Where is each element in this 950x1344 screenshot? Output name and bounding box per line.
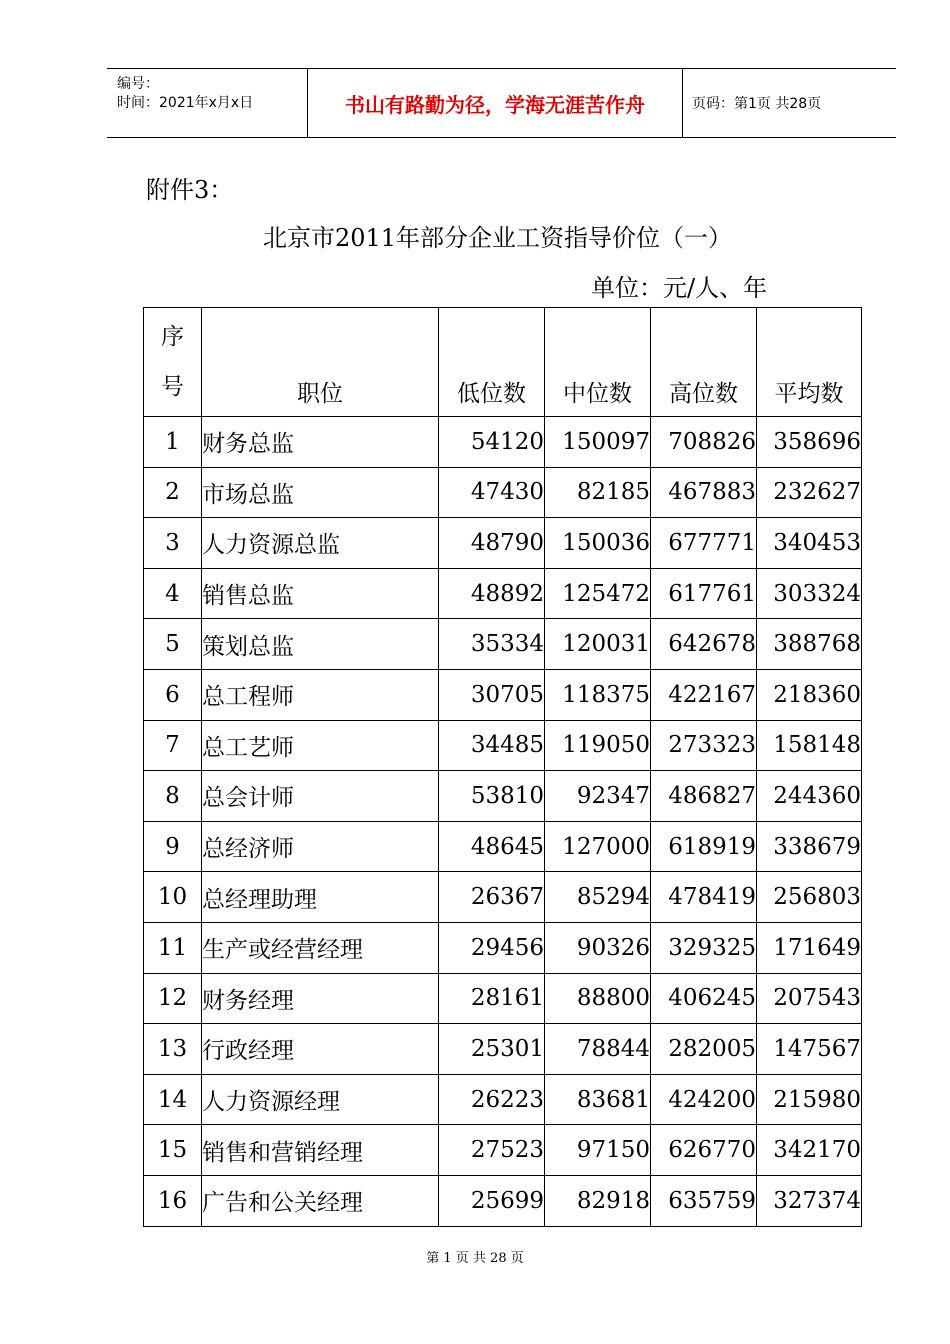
table-row (144, 669, 862, 720)
cell-average: 338679 (757, 821, 862, 872)
document-title: 北京市2011年部分企业工资指导价位（一） (262, 224, 733, 252)
cell-position: 行政经理 (202, 1024, 439, 1075)
cell-low: 25301 (439, 1024, 545, 1075)
cell-index: 8 (144, 771, 202, 822)
cell-average: 342170 (757, 1125, 862, 1176)
cell-high: 273323 (651, 720, 757, 771)
cell-position: 总经理助理 (202, 872, 439, 923)
table-row (144, 771, 862, 822)
header-meta-cell (107, 69, 308, 137)
cell-high: 329325 (651, 922, 757, 973)
time-label: 时间：2021年x月x日 (117, 95, 254, 111)
table-row (144, 922, 862, 973)
cell-median: 97150 (545, 1125, 651, 1176)
cell-index: 6 (144, 669, 202, 720)
cell-median: 119050 (545, 720, 651, 771)
cell-low: 54120 (439, 417, 545, 468)
header-motto-cell (308, 69, 683, 137)
cell-average: 358696 (757, 417, 862, 468)
cell-high: 642678 (651, 619, 757, 670)
table-row (144, 417, 862, 468)
col-header-low: 低位数 (439, 308, 545, 417)
page-info: 页码：第1页 共28页 (692, 96, 822, 112)
cell-low: 47430 (439, 467, 545, 518)
cell-low: 48790 (439, 518, 545, 569)
col-header-index (144, 308, 202, 417)
cell-average: 147567 (757, 1024, 862, 1075)
cell-position: 人力资源总监 (202, 518, 439, 569)
cell-high: 406245 (651, 973, 757, 1024)
col-header-median: 中位数 (545, 308, 651, 417)
cell-index: 1 (144, 417, 202, 468)
cell-low: 34485 (439, 720, 545, 771)
cell-index: 11 (144, 922, 202, 973)
cell-position: 销售和营销经理 (202, 1125, 439, 1176)
cell-index: 12 (144, 973, 202, 1024)
table-row (144, 1074, 862, 1125)
table-row (144, 467, 862, 518)
cell-high: 486827 (651, 771, 757, 822)
cell-position: 市场总监 (202, 467, 439, 518)
col-header-high: 高位数 (651, 308, 757, 417)
cell-position: 销售总监 (202, 568, 439, 619)
cell-high: 478419 (651, 872, 757, 923)
motto-text: 书山有路勤为径，学海无涯苦作舟 (345, 92, 645, 117)
cell-median: 85294 (545, 872, 651, 923)
cell-index: 2 (144, 467, 202, 518)
cell-average: 256803 (757, 872, 862, 923)
table-row (144, 872, 862, 923)
cell-high: 626770 (651, 1125, 757, 1176)
cell-median: 150036 (545, 518, 651, 569)
cell-index: 9 (144, 821, 202, 872)
cell-position: 总工程师 (202, 669, 439, 720)
col-header-index-text: 序 号 (161, 324, 184, 400)
cell-low: 29456 (439, 922, 545, 973)
cell-index: 10 (144, 872, 202, 923)
cell-average: 340453 (757, 518, 862, 569)
cell-low: 27523 (439, 1125, 545, 1176)
cell-average: 215980 (757, 1074, 862, 1125)
cell-high: 635759 (651, 1175, 757, 1226)
cell-low: 28161 (439, 973, 545, 1024)
cell-high: 677771 (651, 518, 757, 569)
cell-position: 财务经理 (202, 973, 439, 1024)
cell-high: 422167 (651, 669, 757, 720)
cell-average: 207543 (757, 973, 862, 1024)
cell-median: 125472 (545, 568, 651, 619)
cell-index: 13 (144, 1024, 202, 1075)
cell-position: 生产或经营经理 (202, 922, 439, 973)
col-header-position: 职位 (202, 308, 439, 417)
cell-high: 708826 (651, 417, 757, 468)
cell-average: 327374 (757, 1175, 862, 1226)
cell-high: 467883 (651, 467, 757, 518)
cell-index: 15 (144, 1125, 202, 1176)
table-row (144, 973, 862, 1024)
cell-index: 3 (144, 518, 202, 569)
cell-position: 财务总监 (202, 417, 439, 468)
cell-position: 总经济师 (202, 821, 439, 872)
table-row (144, 821, 862, 872)
cell-low: 35334 (439, 619, 545, 670)
cell-median: 118375 (545, 669, 651, 720)
cell-low: 53810 (439, 771, 545, 822)
cell-average: 218360 (757, 669, 862, 720)
table-row (144, 1175, 862, 1226)
cell-index: 4 (144, 568, 202, 619)
cell-median: 92347 (545, 771, 651, 822)
cell-position: 总工艺师 (202, 720, 439, 771)
cell-median: 88800 (545, 973, 651, 1024)
number-label: 编号： (117, 76, 159, 92)
cell-position: 人力资源经理 (202, 1074, 439, 1125)
cell-index: 7 (144, 720, 202, 771)
cell-average: 158148 (757, 720, 862, 771)
cell-position: 策划总监 (202, 619, 439, 670)
cell-median: 82918 (545, 1175, 651, 1226)
cell-low: 26223 (439, 1074, 545, 1125)
cell-median: 120031 (545, 619, 651, 670)
table-row (144, 720, 862, 771)
page-footer: 第 1 页 共 28 页 (426, 1251, 524, 1266)
cell-index: 14 (144, 1074, 202, 1125)
cell-position: 广告和公关经理 (202, 1175, 439, 1226)
cell-low: 48645 (439, 821, 545, 872)
cell-low: 25699 (439, 1175, 545, 1226)
page-header (107, 68, 896, 138)
cell-index: 16 (144, 1175, 202, 1226)
cell-high: 424200 (651, 1074, 757, 1125)
cell-position: 总会计师 (202, 771, 439, 822)
table-row (144, 1024, 862, 1075)
salary-table (143, 307, 862, 1227)
cell-median: 150097 (545, 417, 651, 468)
cell-average: 303324 (757, 568, 862, 619)
cell-high: 617761 (651, 568, 757, 619)
cell-median: 90326 (545, 922, 651, 973)
cell-average: 388768 (757, 619, 862, 670)
table-header-row (144, 308, 862, 417)
cell-average: 244360 (757, 771, 862, 822)
cell-low: 26367 (439, 872, 545, 923)
cell-median: 82185 (545, 467, 651, 518)
cell-median: 83681 (545, 1074, 651, 1125)
attachment-label: 附件3： (146, 176, 234, 204)
table-row (144, 568, 862, 619)
cell-high: 618919 (651, 821, 757, 872)
cell-low: 30705 (439, 669, 545, 720)
cell-low: 48892 (439, 568, 545, 619)
col-header-average: 平均数 (757, 308, 862, 417)
cell-index: 5 (144, 619, 202, 670)
cell-average: 171649 (757, 922, 862, 973)
unit-label: 单位：元/人、年 (591, 274, 768, 302)
table-row (144, 518, 862, 569)
table-row (144, 619, 862, 670)
cell-median: 127000 (545, 821, 651, 872)
cell-median: 78844 (545, 1024, 651, 1075)
cell-average: 232627 (757, 467, 862, 518)
cell-high: 282005 (651, 1024, 757, 1075)
table-row (144, 1125, 862, 1176)
